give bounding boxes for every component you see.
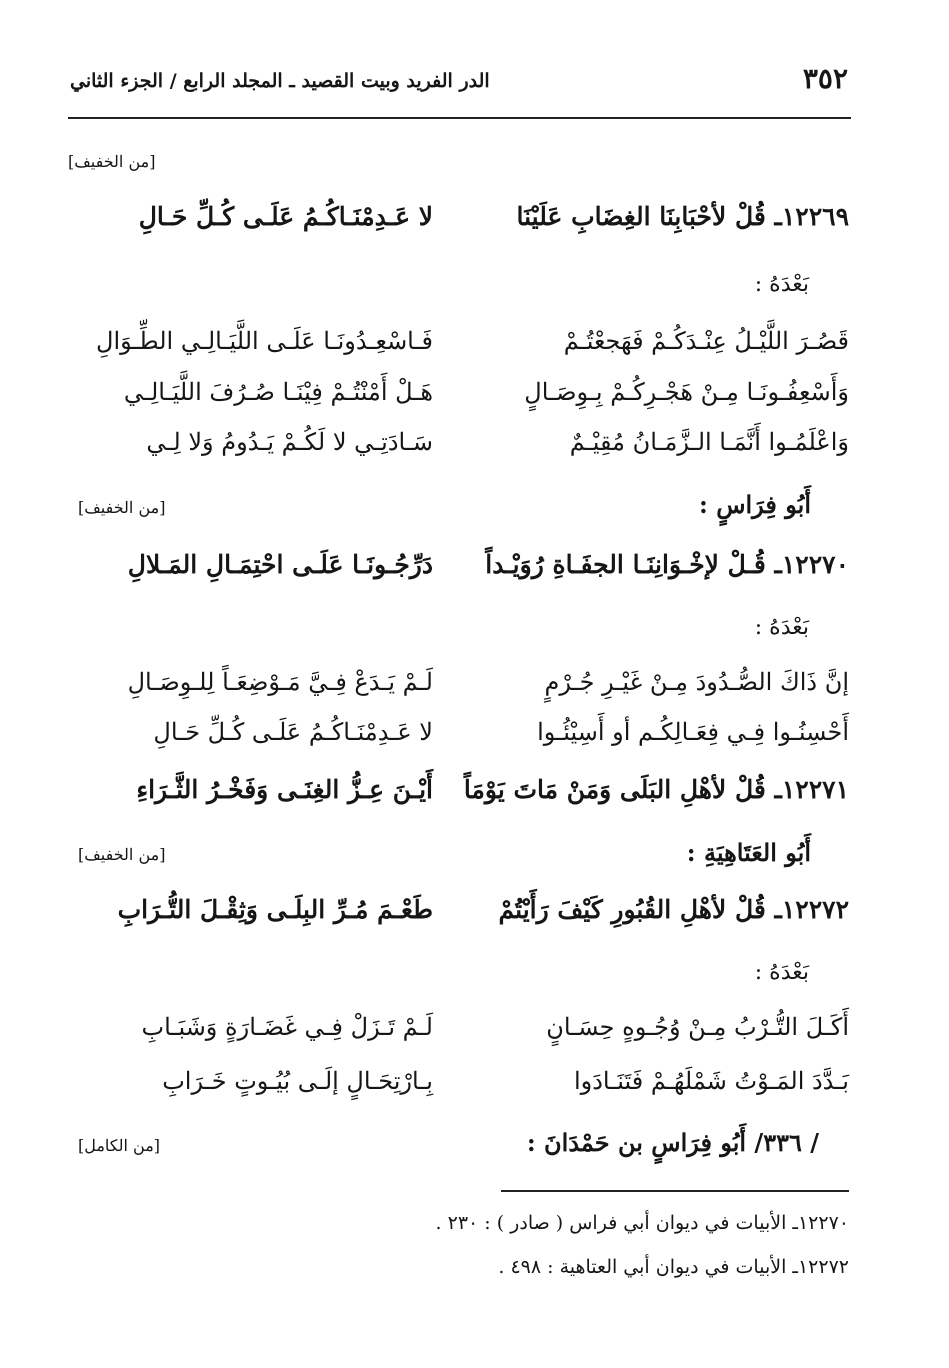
verse-second-hemistich: لَـمْ تَـزَلْ فِـي غَضَـارَةٍ وَشَبَـابِ <box>141 1013 433 1041</box>
verse-second-hemistich: لَـمْ يَـدَعْ فِـيَّ مَـوْضِعَـاً لِلـوِصَـالِ <box>127 668 433 696</box>
meter-label: [من الخفيف] <box>78 845 166 864</box>
verse-12272-second-hemistich: طَعْـمَ مُـرِّ البِلَـى وَثِقْـلَ التُّـرَابِ <box>117 895 433 924</box>
verse-12271-first-hemistich: ١٢٢٧١ـ قُلْ لأهْلِ البَلَى وَمَنْ مَاتَ يَوْمَاً <box>463 775 849 804</box>
verse-first-hemistich: إنَّ ذَاكَ الصُّـدُودَ مِـنْ غَيْـرِ جُـرْمٍ <box>544 668 849 696</box>
verse-second-hemistich: سَـادَتِـي لا لَكُـمْ يَـدُومُ وَلا لِـي <box>146 428 433 456</box>
verse-first-hemistich: بَـدَّدَ المَـوْتُ شَمْلَهُـمْ فَتَنَـادَوا <box>573 1067 849 1095</box>
header-rule <box>68 117 851 119</box>
poet-name: / ٣٣٦/ أَبُو فِرَاسٍ بن حَمْدَانَ : <box>526 1128 819 1157</box>
verse-second-hemistich: هَـلْ أَمْنْتُـمْ فِيْنَـا صُـرُفَ اللَّيَـالِـي <box>123 378 433 406</box>
footnote-rule <box>501 1190 849 1192</box>
verse-first-hemistich: وَاعْلَمُـوا أَنَّمَـا الـزَّمَـانُ مُقِيْـمٌ <box>569 428 849 456</box>
verse-first-hemistich: قَصُـرَ اللَّيْـلُ عِنْـدَكُـمْ فَهَجعْتُـمْ <box>563 327 849 355</box>
footnote: ١٢٢٧٢ـ الأبيات في ديوان أبي العتاهية : ٤٩٨ . <box>498 1256 849 1278</box>
verse-second-hemistich: بِـارْتِحَـالٍ إلَـى بُيُـوتٍ خَـرَابِ <box>162 1067 433 1095</box>
meter-label: [من الكامل] <box>78 1136 161 1155</box>
verse-12270-second-hemistich: دَرِّجُـونَـا عَلَـى احْتِمَـالِ المَـلالِ <box>127 550 433 579</box>
running-title: الدر الفريد وبيت القصيد ـ المجلد الرابع / الجزء الثاني <box>70 70 490 92</box>
after-label: بَعْدَهُ : <box>754 272 809 297</box>
verse-12271-second-hemistich: أَيْـنَ عِـزُّ الغِنَـى وَفَخْـرُ الثَّـرَاءِ <box>136 775 433 804</box>
verse-first-hemistich: وَأَسْعِفُـونَـا مِـنْ هَجْـرِكُـمْ بِـوِصَـالٍ <box>524 378 849 406</box>
poet-name: أَبُو فِرَاسٍ : <box>699 490 811 519</box>
verse-12269-first-hemistich: ١٢٢٦٩ـ قُلْ لأحْبَابِنَا الغِضَابِ عَلَيْنَا <box>516 202 849 231</box>
poet-name: أَبُو العَتَاهِيَةِ : <box>686 838 811 867</box>
after-label: بَعْدَهُ : <box>754 960 809 985</box>
verse-12272-first-hemistich: ١٢٢٧٢ـ قُلْ لأهْلِ القُبُورِ كَيْفَ رَأَيْتُمْ <box>498 895 849 924</box>
page-number: ٣٥٢ <box>802 62 848 95</box>
verse-first-hemistich: أَكَـلَ التُّـرْبُ مِـنْ وُجُـوهٍ حِسَـانٍ <box>546 1013 849 1041</box>
after-label: بَعْدَهُ : <box>754 615 809 640</box>
page-header <box>70 62 848 108</box>
footnote: ١٢٢٧٠ـ الأبيات في ديوان أبي فراس ( صادر ) : ٢٣٠ . <box>435 1212 849 1234</box>
verse-second-hemistich: لا عَـدِمْنَـاكُـمُ عَلَـى كُـلِّ حَـالِ <box>153 718 433 746</box>
meter-label: [من الخفيف] <box>68 152 156 171</box>
verse-first-hemistich: أَحْسِنُـوا فِـي فِعَـالِكُـم أو أَسِيْئُـوا <box>537 718 849 746</box>
verse-second-hemistich: فَـاسْعِـدُونَـا عَلَـى اللَّيَـالِـي الطِّـوَالِ <box>96 327 433 355</box>
meter-label: [من الخفيف] <box>78 498 166 517</box>
verse-12270-first-hemistich: ١٢٢٧٠ـ قُـلْ لإخْـوَانِنَـا الجفَـاةِ رُوَيْـداً <box>485 550 849 579</box>
verse-12269-second-hemistich: لا عَـدِمْنَـاكُـمُ عَلَـى كُـلِّ حَـالِ <box>138 202 433 231</box>
